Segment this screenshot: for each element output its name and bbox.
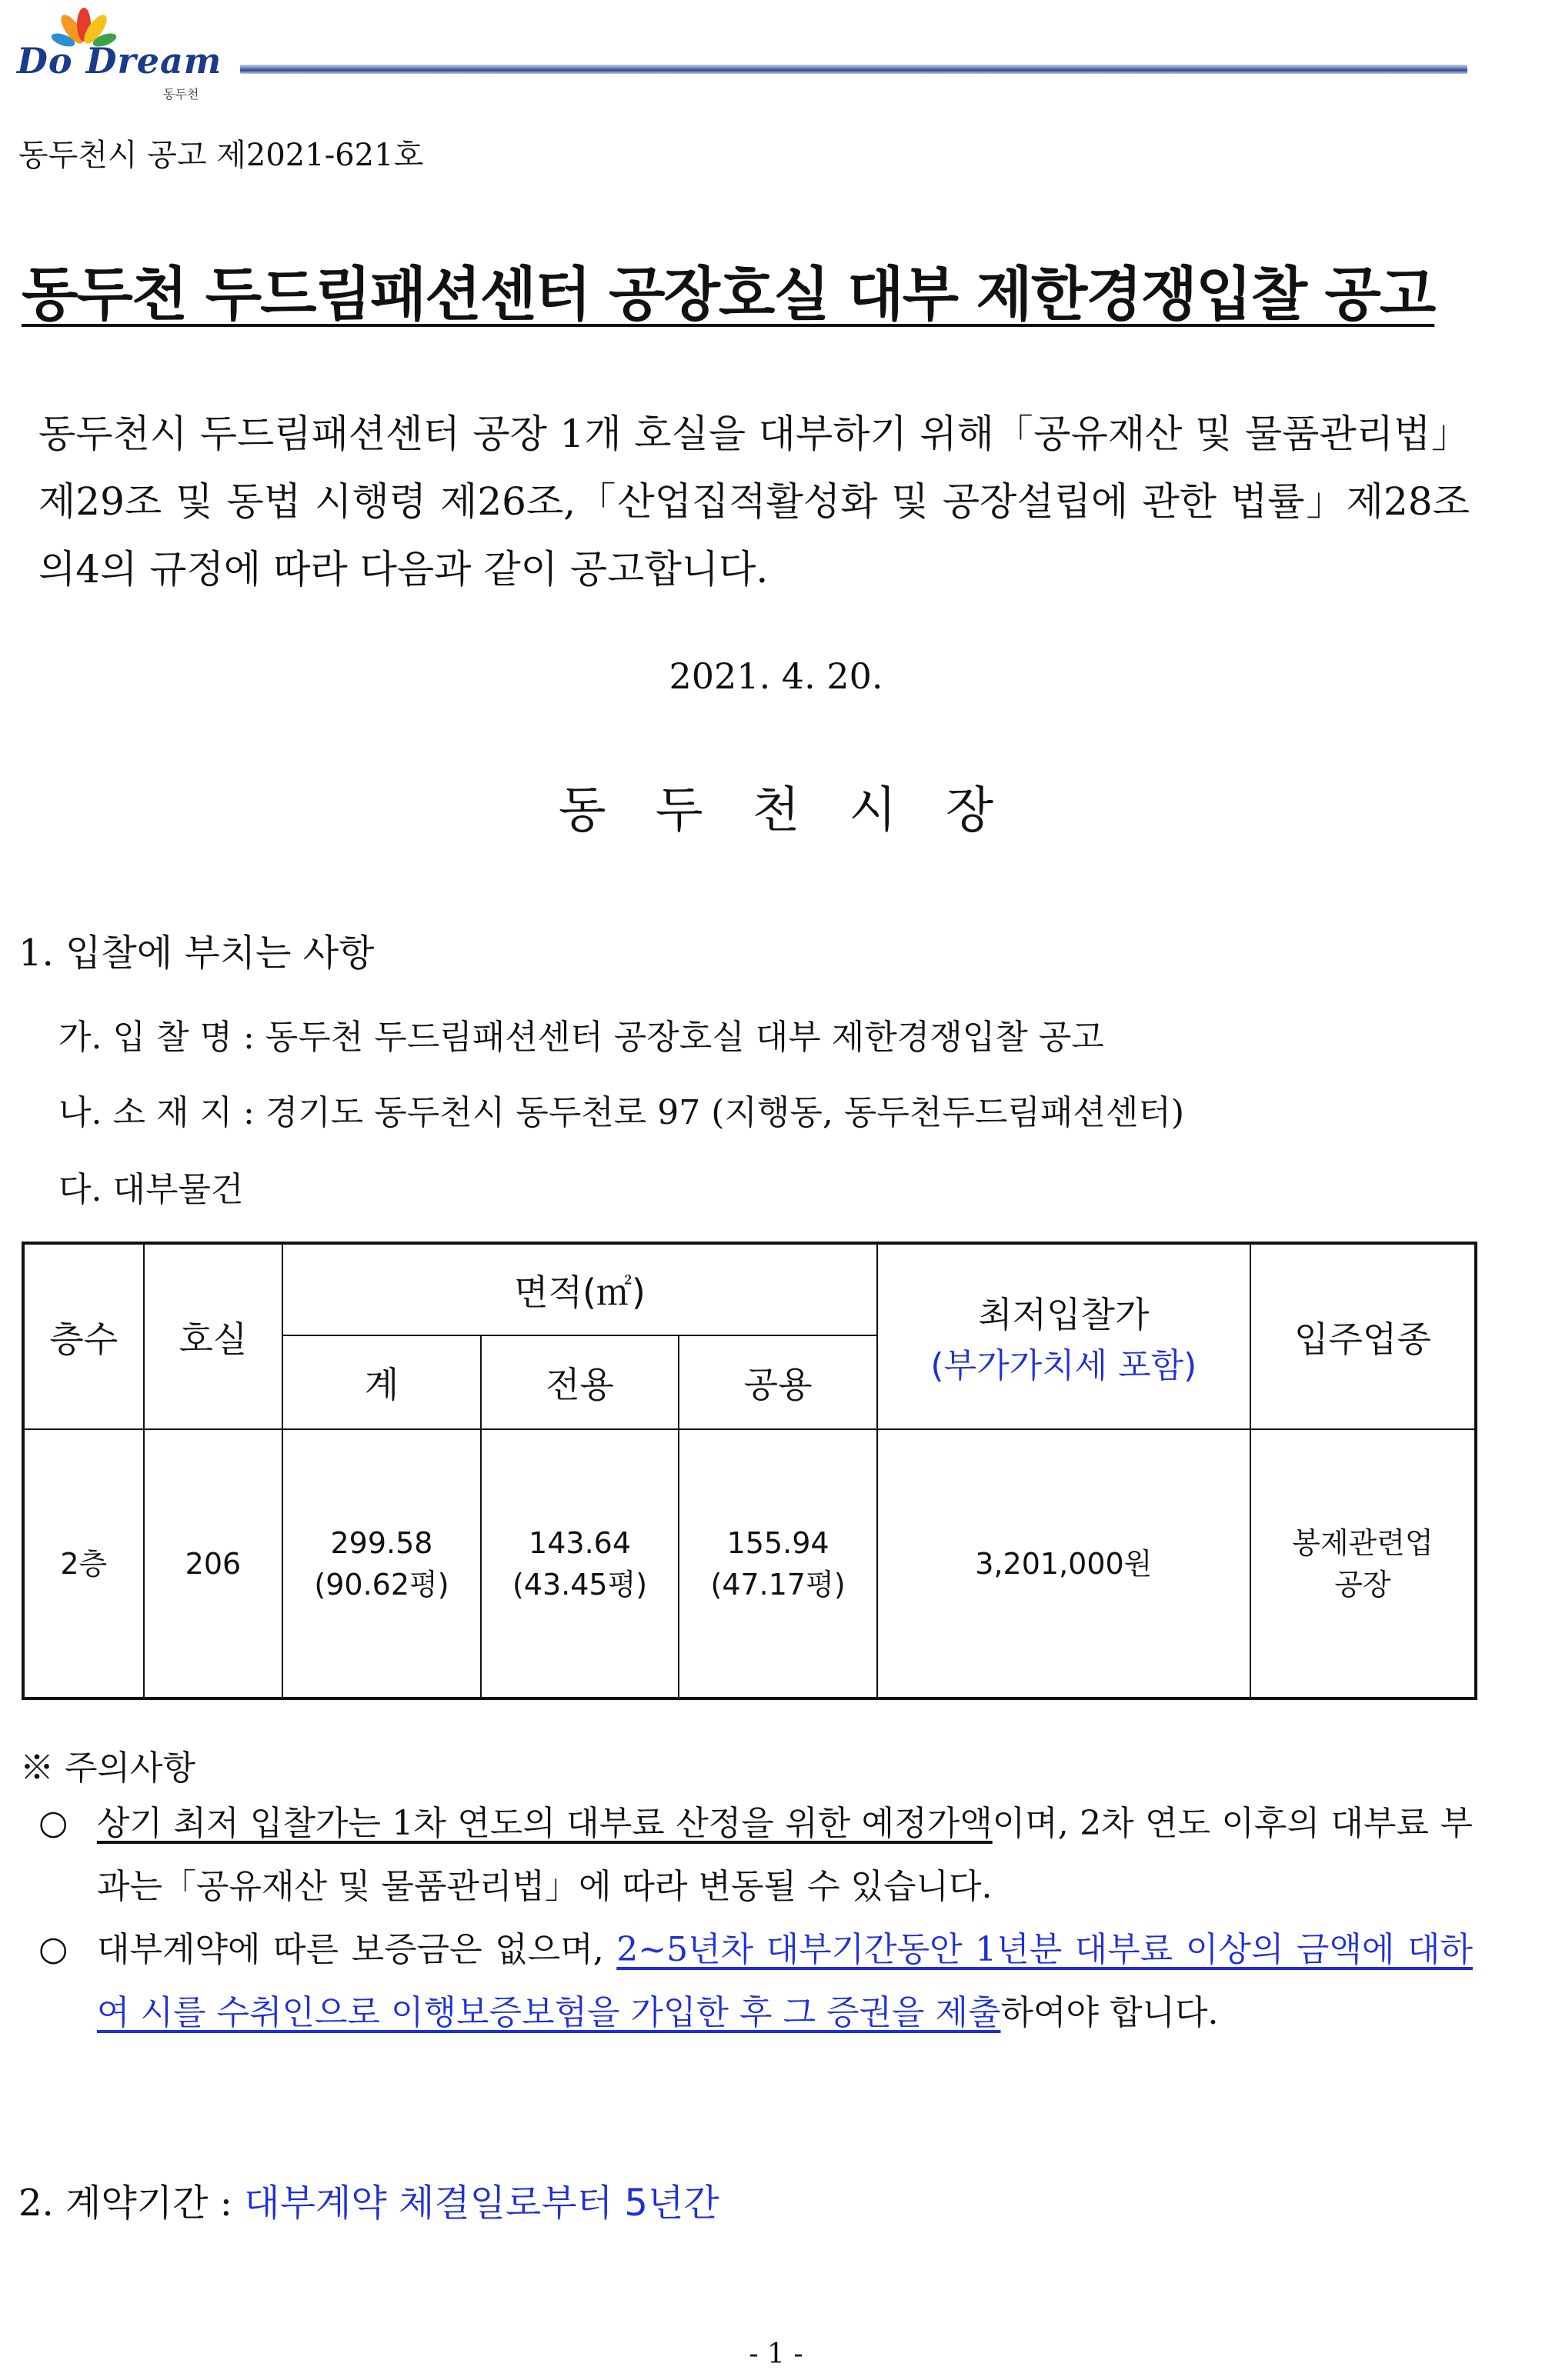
cell-room: 206 <box>144 1429 283 1698</box>
logo-text: Do Dream <box>17 40 222 82</box>
header-min-bid <box>877 1243 1250 1429</box>
header-area-common: 공용 <box>679 1335 877 1429</box>
issuer-char: 천 <box>752 782 800 839</box>
caution-heading: ※ 주의사항 <box>20 1748 196 1788</box>
lease-property-item: 다. 대부물건 <box>58 1170 244 1209</box>
area-exclusive-value: 143.64 <box>529 1525 632 1560</box>
area-total-pyeong: (90.62평) <box>314 1567 449 1602</box>
area-exclusive-pyeong: (43.45평) <box>512 1567 648 1602</box>
industry-line2: 공장 <box>1334 1567 1391 1602</box>
page-number: - 1 - <box>749 2338 803 2370</box>
cell-floor: 2층 <box>23 1429 144 1698</box>
notice-date: 2021. 4. 20. <box>669 655 883 697</box>
location-item: 나. 소 재 지 : 경기도 동두천시 동두천로 97 (지행동, 동두천두드림패션센터) <box>58 1093 1185 1132</box>
header-area-exclusive: 전용 <box>481 1335 679 1429</box>
cell-area-common <box>679 1429 877 1698</box>
issuer-char: 장 <box>946 782 994 839</box>
section1-heading: 1. 입찰에 부치는 사항 <box>18 932 375 975</box>
min-bid-label: 최저입찰가 <box>978 1293 1150 1335</box>
notice-number: 동두천시 공고 제2021-621호 <box>18 138 424 173</box>
do-dream-logo <box>17 6 225 102</box>
cell-area-exclusive <box>481 1429 679 1698</box>
bullet-circle: ○ <box>38 1803 68 1842</box>
note2-start: 대부계약에 따른 보증금은 없으며, <box>97 1930 617 1969</box>
note2-end: 하여야 합니다. <box>1000 1993 1219 2032</box>
header-area-total: 계 <box>282 1335 481 1429</box>
cell-area-total <box>282 1429 481 1698</box>
min-bid-note: (부가가치세 포함) <box>930 1345 1197 1385</box>
note2-highlight: 2~5년차 대부기간동안 1년분 대부료 이상의 금액에 대하여 시를 수취인으로 이행보증보험을 가입한 후 그 증권을 제출 <box>97 1930 1473 2032</box>
bid-name-item: 가. 입 찰 명 : 동두천 두드림패션센터 공장호실 대부 제한경쟁입찰 공고 <box>58 1018 1104 1057</box>
logo-subtext: 동두천 <box>163 87 199 102</box>
area-common-pyeong: (47.17평) <box>710 1567 846 1602</box>
header-room: 호실 <box>144 1243 283 1429</box>
header-industry: 입주업종 <box>1250 1243 1476 1429</box>
caution-note-1 <box>97 1792 1473 1918</box>
header-divider <box>240 65 1467 74</box>
contract-period-value: 대부계약 체결일로부터 5년간 <box>244 2182 719 2225</box>
area-common-value: 155.94 <box>726 1525 829 1560</box>
contract-period-label: 2. 계약기간 : <box>18 2182 245 2225</box>
industry-line1: 봉제관련업 <box>1292 1525 1434 1560</box>
cell-industry <box>1250 1429 1476 1698</box>
bullet-circle: ○ <box>38 1929 68 1968</box>
issuer-char: 동 <box>558 782 606 839</box>
note1-underlined: 상기 최저 입찰가는 1차 연도의 대부료 산정을 위한 예정가액 <box>97 1804 993 1843</box>
issuer-char: 시 <box>849 782 897 839</box>
table-row <box>23 1429 1476 1698</box>
cell-min-bid: 3,201,000원 <box>877 1429 1250 1698</box>
caution-note-2 <box>97 1918 1473 2045</box>
issuer-signature <box>0 771 1552 842</box>
header-area: 면적(㎡) <box>282 1243 877 1335</box>
note1-rest: 이며, 2차 연도 이후의 대부료 부과는「공유재산 및 물품관리법」에 따라 변동될 수 있습니다. <box>97 1804 1473 1906</box>
area-total-value: 299.58 <box>330 1525 433 1560</box>
lease-property-table <box>22 1242 1477 1700</box>
section2-contract-period <box>18 2173 719 2226</box>
header-floor: 층수 <box>23 1243 144 1429</box>
issuer-char: 두 <box>655 782 703 839</box>
page-title: 동두천 두드림패션센터 공장호실 대부 제한경쟁입찰 공고 <box>22 260 1435 328</box>
intro-paragraph: 동두천시 두드림패션센터 공장 1개 호실을 대부하기 위해「공유재산 및 물품관리법」제29조 및 동법 시행령 제26조,「산업집적활성화 및 공장설립에 관한 법률」제28조의4의 규정에 따라 다음과 같이 공고합니다. <box>38 412 1470 592</box>
